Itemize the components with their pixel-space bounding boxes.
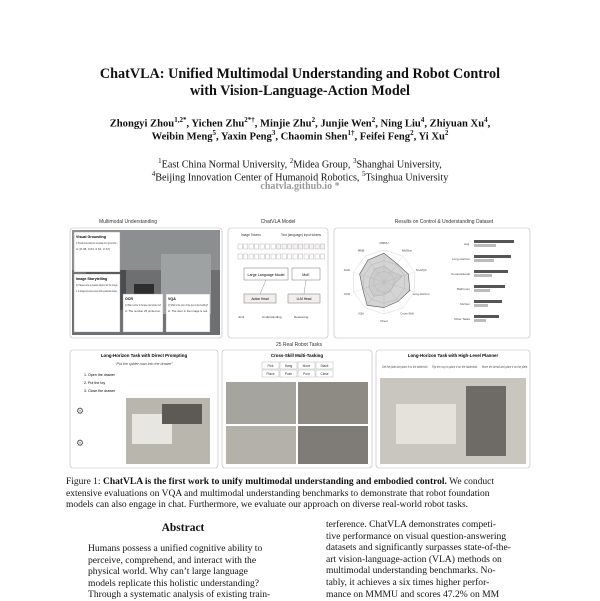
robot-arm-icon: ⚙ — [76, 406, 85, 416]
author-name: Yi Xu — [418, 131, 445, 143]
bar-baseline — [474, 289, 490, 292]
token-cell — [266, 244, 270, 249]
token-cell — [299, 254, 303, 259]
radar-axis-label: Long-Horizon — [412, 292, 430, 297]
teaser-figure — [66, 214, 533, 470]
svg-text:A: A vintage style street scen: A: A vintage style street scene with a pedestrian bustle... — [76, 289, 119, 293]
cross-skill-photo-4 — [298, 426, 368, 464]
title-line-1: ChatVLA: Unified Multimodal Understanding and Robot Control — [99, 66, 501, 82]
affiliation-name: Midea Group, — [293, 159, 353, 171]
token-cell — [260, 254, 264, 259]
title-line-2: with Vision-Language-Action Model — [190, 83, 410, 99]
token-cell — [277, 244, 281, 249]
token-cell — [271, 254, 275, 259]
abstract-line: Through a systematic analysis of existing train- — [88, 589, 271, 601]
robot-arm-icon: ⚙ — [76, 438, 85, 448]
affiliation-name: Tsinghua University — [365, 172, 449, 184]
token-cell — [315, 254, 319, 259]
cross-skill-panel — [222, 350, 372, 468]
svg-text:Reasoning: Reasoning — [294, 315, 309, 319]
author-affiliation-mark: 4 — [484, 116, 488, 124]
affiliation-name: East China Normal University, — [161, 159, 290, 171]
token-cell — [255, 244, 259, 249]
svg-text:Image Tokens: Image Tokens — [241, 233, 261, 237]
svg-text:1. Open the drawer: 1. Open the drawer — [84, 373, 115, 377]
body-line: multimodal understanding benchmarks. No- — [326, 565, 496, 577]
author-list-line-1: Zhongyi Zhou$^{1,2*}$, Yichen Zhu$^{2*\dagger}$, Minjie Zhu$^2$, Junjie Wen$^2$, Ning Liu$^4$, Zhiyuan Xu$^4$, — [109, 116, 491, 130]
cross-skill-photo-1 — [226, 382, 296, 424]
caption-line-2: extensive evaluations on VQA and multimodal understanding benchmarks to demonstrate that robot foundation — [66, 488, 490, 499]
token-cell — [315, 244, 319, 249]
results-panel-title: Results on Control & Understanding Dataset — [394, 219, 494, 225]
bar-baseline — [474, 304, 488, 307]
token-cell — [277, 254, 281, 259]
author-affiliation-mark: 2 — [410, 129, 414, 137]
svg-text:Action Head: Action Head — [251, 297, 269, 301]
svg-text:Flip the cup to place it on th: Flip the cup to place it on the tablecloth. — [432, 365, 479, 369]
token-cell — [293, 254, 297, 259]
caption-bold: ChatVLA is the first work to unify multimodal understanding and embodied control. — [102, 477, 447, 487]
body-line: art vision-language-action (VLA) methods on — [326, 553, 502, 565]
author-name: Junjie Wen — [320, 118, 372, 130]
svg-text:Move the bread and place it on: Move the bread and place it on the plate. — [482, 365, 529, 369]
skill-label: Move — [302, 364, 311, 368]
token-cell — [244, 244, 248, 249]
abstract-left-column — [88, 543, 288, 601]
svg-text:Long-Horizon Task with Direct: Long-Horizon Task with Direct Prompting — [100, 353, 188, 358]
affiliation-mark: 5 — [362, 170, 366, 178]
author-affiliation-mark: 2 — [444, 129, 449, 137]
multimodal-panel-title: Multimodal Understanding — [98, 219, 158, 225]
svg-text:LLM Head: LLM Head — [296, 297, 312, 301]
affiliation-name: Shanghai University, — [356, 159, 442, 171]
token-cell — [238, 254, 242, 259]
svg-text:“Put the spider-man into the d: “Put the spider-man into the drawer” — [115, 362, 173, 366]
author-affiliation-mark: 2*† — [244, 116, 255, 124]
skill-label: Pour — [303, 372, 310, 376]
token-cell — [293, 244, 297, 249]
token-cell — [288, 254, 292, 259]
body-line: mance on MMMU and scores 47.2% on MM — [326, 588, 500, 600]
caption-line-3: models can also engage in chat. Furthermore, we evaluate our approach on diverse real-world robot tasks. — [66, 500, 469, 511]
author-affiliation-mark: 1† — [347, 129, 355, 137]
author-affiliation-mark: 1,2* — [174, 116, 187, 124]
figure-caption — [66, 477, 536, 512]
bar-ours — [474, 270, 508, 273]
direct-prompting-panel — [70, 350, 218, 468]
abstract-line: perceive, comprehend, and interact with the — [88, 554, 257, 566]
author-name: Yaxin Peng — [220, 131, 272, 143]
bar-label: Avg. — [464, 242, 470, 246]
radar-axis-label: Cross-Skill — [400, 311, 414, 316]
svg-text:Q: Please write a creative cap: Q: Please write a creative caption for the image. — [76, 283, 119, 287]
author-name: Yichen Zhu — [191, 118, 245, 130]
svg-text:Text (language) input tokens: Text (language) input tokens — [281, 233, 322, 237]
skill-label: Hang — [284, 364, 293, 368]
multimodal-panel — [70, 228, 222, 338]
skill-label: Stack — [320, 364, 329, 368]
svg-text:Get the plate and place it on: Get the plate and place it on the tablecloth. — [382, 365, 429, 369]
author-name: Ning Liu — [380, 118, 421, 130]
svg-text:Q: Provide the bounding box co: Q: Provide the bounding box coordinate of the girls and the ... — [76, 241, 119, 245]
bar-label: Compositional — [450, 272, 470, 276]
abstract-line: physical world. Why can’t large language — [88, 566, 248, 578]
svg-text:VQA: VQA — [168, 297, 176, 301]
svg-text:Visual Grounding: Visual Grounding — [76, 235, 106, 239]
token-cell — [299, 244, 303, 249]
cross-skill-photo-2 — [298, 382, 368, 424]
abstract-line: models replicate this holistic understanding? — [88, 577, 260, 589]
svg-text:A: The door in the image is re: A: The door in the image is red. — [168, 309, 209, 313]
svg-text:Understanding: Understanding — [262, 315, 282, 319]
radar-axis-label: MMMU — [379, 241, 389, 245]
svg-text:Long-Horizon Task with High-Le: Long-Horizon Task with High-Level Planner — [407, 353, 499, 358]
body-line: tably, it achieves a six times higher perfor- — [326, 576, 490, 588]
skill-label: Close — [320, 372, 329, 376]
bar-ours — [474, 315, 499, 318]
svg-text:MoE: MoE — [302, 273, 310, 277]
svg-text:Q: What is the color of the do: Q: What is the color of the door in the building? — [168, 303, 209, 307]
affiliation-mark: 1 — [158, 157, 162, 165]
radar-axis-label: AI2D — [343, 267, 351, 272]
abstract-right-column — [326, 519, 536, 600]
svg-text:Large Language Model: Large Language Model — [247, 273, 285, 277]
token-cell — [238, 244, 242, 249]
skill-label: Push — [284, 372, 293, 376]
bar-baseline — [474, 274, 492, 277]
bar-label: Long-Horizon — [451, 257, 470, 261]
author-affiliation-mark: 3 — [271, 129, 276, 137]
svg-text:2. Put the toy: 2. Put the toy — [84, 381, 106, 385]
author-affiliation-mark: 4 — [420, 116, 425, 124]
svg-text:A: [0.38, 0.64, 0.61, 0.72]: A: [0.38, 0.64, 0.61, 0.72] — [76, 247, 110, 251]
svg-text:Image Storytelling: Image Storytelling — [76, 277, 108, 281]
caption-line-1: We conduct — [449, 477, 495, 487]
token-cell — [282, 244, 286, 249]
bar-ours — [474, 240, 514, 243]
token-cell — [321, 254, 325, 259]
affiliation-mark: 3 — [352, 157, 357, 165]
token-cell — [288, 244, 292, 249]
svg-text:OCR: OCR — [125, 297, 133, 301]
bar-baseline — [474, 259, 494, 262]
author-list-line-2: Weibin Meng$^5$, Yaxin Peng$^3$, Chaomin Shen$^{1\dagger}$, Feifei Feng$^2$, Yi Xu$^2$ — [151, 129, 449, 143]
affiliation-mark: 4 — [151, 170, 156, 178]
author-affiliation-mark: 5 — [212, 129, 217, 137]
token-cell — [310, 244, 314, 249]
model-panel — [228, 228, 328, 338]
author-name: Weibin Meng — [151, 131, 213, 143]
project-link[interactable]: chatvla.github.io * — [260, 181, 340, 192]
token-cell — [282, 254, 286, 259]
author-name: Minjie Zhu — [260, 118, 312, 130]
model-panel-title: ChatVLA Model — [260, 219, 296, 225]
planner-panel — [376, 350, 530, 468]
svg-text:Cross-Skill Multi-Tasking: Cross-Skill Multi-Tasking — [270, 353, 324, 358]
paper-title — [0, 66, 600, 100]
author-affiliation-mark: 2 — [371, 116, 376, 124]
radar-axis-label: TextVQA — [415, 267, 427, 272]
token-cell — [249, 254, 253, 259]
token-cell — [310, 254, 314, 259]
svg-text:A: The number 25 printed on.: A: The number 25 printed on. — [125, 309, 162, 313]
body-line: terference. ChatVLA demonstrates competi- — [326, 519, 496, 530]
token-cell — [271, 244, 275, 249]
body-line: tive performance on visual question-answering — [326, 530, 507, 542]
body-line: datasets and significantly surpasses state-of-the- — [326, 542, 511, 554]
author-name: Chaomin Shen — [280, 131, 348, 143]
bar-ours — [474, 285, 505, 288]
author-name: Zhongyi Zhou — [109, 118, 175, 130]
svg-text:Joint: Joint — [238, 315, 245, 319]
skill-label: Place — [266, 372, 275, 376]
bar-label: Other Tasks — [454, 317, 470, 321]
token-cell — [321, 244, 325, 249]
radar-axis-label: MMStar — [402, 248, 412, 253]
token-cell — [260, 244, 264, 249]
caption-label: Figure 1: — [66, 477, 103, 487]
abstract-heading: Abstract — [161, 522, 205, 534]
skill-label: Pick — [267, 364, 274, 368]
svg-text:Q: What number is the lane roa: Q: What number is the lane road printed on? — [125, 303, 162, 307]
svg-text:3. Close the drawer: 3. Close the drawer — [84, 389, 116, 393]
real-robot-banner: 25 Real Robot Tasks — [275, 342, 323, 348]
radar-axis-label: VQA — [358, 311, 365, 316]
bar-ours — [474, 300, 502, 303]
cross-skill-photo-3 — [226, 426, 296, 464]
bar-label: Kitchen — [459, 302, 470, 306]
token-cell — [255, 254, 259, 259]
bar-label: Bathroom — [456, 287, 470, 291]
radar-axis-label: Direct — [380, 319, 388, 323]
abstract-line: Humans possess a unified cognitive ability to — [88, 543, 263, 554]
token-cell — [249, 244, 253, 249]
bar-ours — [474, 255, 511, 258]
affiliation-name: Beijing Innovation Center of Humanoid Robotics, — [155, 172, 363, 184]
results-panel — [334, 228, 530, 338]
token-cell — [304, 254, 308, 259]
radar-axis-label: MMB — [357, 248, 365, 253]
bar-baseline — [474, 244, 496, 247]
bar-baseline — [474, 319, 486, 322]
author-name: Zhiyuan Xu — [429, 118, 485, 130]
affiliation-mark: 2 — [289, 157, 294, 165]
token-cell — [266, 254, 270, 259]
author-name: Feifei Feng — [359, 131, 411, 143]
token-cell — [304, 244, 308, 249]
author-affiliation-mark: 2 — [311, 116, 316, 124]
radar-axis-label: OCR — [343, 292, 351, 297]
token-cell — [244, 254, 248, 259]
